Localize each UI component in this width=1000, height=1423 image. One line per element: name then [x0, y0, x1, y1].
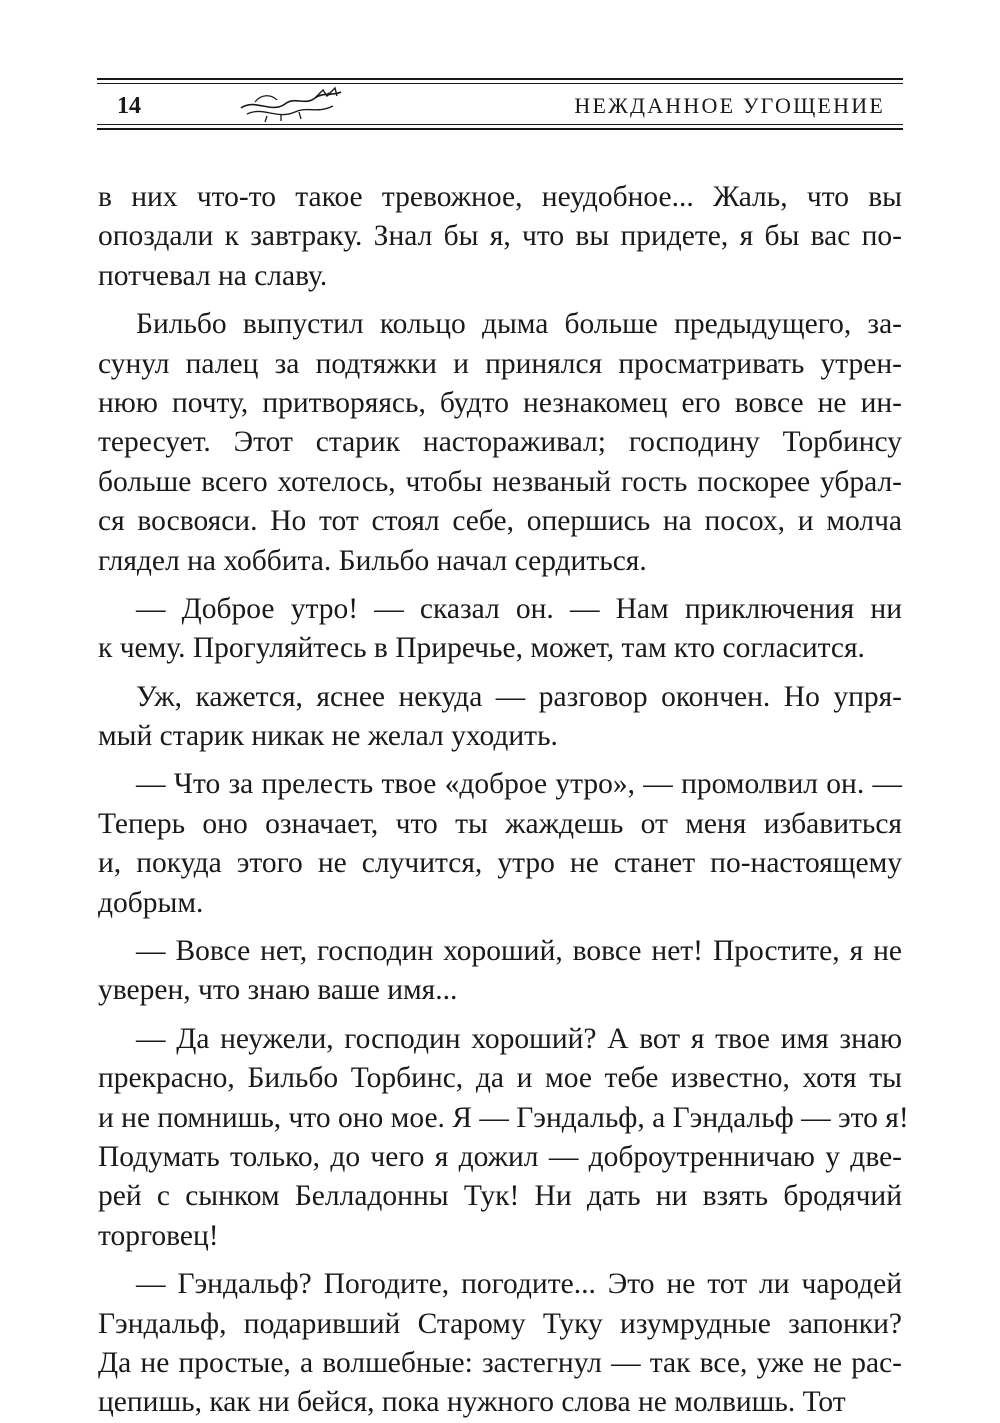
body-text	[98, 178, 909, 1423]
text-line: добрым.	[98, 886, 204, 919]
text-line: — Что за прелесть твое «доброе утро», — промолвил он. —	[136, 768, 902, 801]
text-line: опоздали к завтраку. Знал бы я, что вы придете, я бы вас по-	[98, 220, 902, 253]
running-title: НЕЖДАННОЕ УГОЩЕНИЕ	[574, 93, 885, 118]
header-rule-bottom-thin	[97, 124, 903, 125]
text-line: Гэндальф, подаривший Старому Туку изумрудные запонки?	[98, 1307, 902, 1340]
text-line: уверен, что знаю ваше имя...	[98, 974, 458, 1007]
dragon-ornament-icon	[237, 84, 347, 124]
text-line: Подумать только, до чего я дожил — доброутренничаю у две-	[98, 1140, 902, 1173]
header-rule-top-thin	[97, 83, 903, 84]
paragraph	[98, 178, 902, 296]
paragraph	[98, 1020, 909, 1256]
header-rule-top	[97, 78, 903, 80]
text-line: — Гэндальф? Погодите, погодите... Это не тот ли чародей	[136, 1268, 902, 1301]
text-line: мый старик никак не желал уходить.	[98, 720, 558, 753]
text-line: и, покуда этого не случится, утро не станет по-настоящему	[98, 847, 902, 880]
text-line: Бильбо выпустил кольцо дыма больше предыдущего, за-	[136, 308, 902, 341]
paragraph	[98, 678, 902, 757]
text-line: в них что-то такое тревожное, неудобное... Жаль, что вы	[98, 181, 902, 213]
text-line: Да не простые, а волшебные: застегнул — так все, уже не рас-	[98, 1346, 902, 1379]
text-line: Теперь оно означает, что ты жаждешь от меня избавиться	[98, 807, 902, 840]
text-line: — Доброе утро! — сказал он. — Нам приключения ни	[136, 592, 902, 625]
text-line: — Да неужели, господин хороший? А вот я твое имя знаю	[136, 1022, 902, 1055]
paragraph	[98, 305, 902, 581]
header-rule-bottom	[97, 128, 903, 130]
text-line: ся восвояси. Но тот стоял себе, опершись на посох, и молча	[98, 505, 902, 538]
paragraph	[98, 932, 902, 1011]
running-header	[97, 78, 903, 134]
text-line: тересует. Этот старик настораживал; господину Торбинсу	[98, 426, 902, 459]
text-line: и не помнишь, что оно мое. Я — Гэндальф, а Гэндальф — это я!	[98, 1101, 909, 1134]
text-line: потчевал на славу.	[98, 259, 328, 292]
text-line: Уж, кажется, яснее некуда — разговор окончен. Но упря-	[136, 680, 902, 713]
text-line: — Вовсе нет, господин хороший, вовсе нет! Простите, я не	[136, 935, 902, 968]
paragraph	[98, 1265, 902, 1423]
text-line: прекрасно, Бильбо Торбинс, да и мое тебе известно, хотя ты	[98, 1062, 902, 1095]
text-line: глядел на хоббита. Бильбо начал сердиться.	[98, 544, 647, 577]
text-line: больше всего хотелось, чтобы незваный гость поскорее убрал-	[98, 465, 902, 498]
text-line: сунул палец за подтяжки и принялся просматривать утрен-	[98, 347, 902, 380]
text-line: к чему. Прогуляйтесь в Приречье, может, там кто согласится.	[98, 632, 865, 665]
text-line: рей с сынком Белладонны Тук! Ни дать ни взять бродячий	[98, 1180, 902, 1213]
paragraph	[98, 765, 902, 923]
paragraph	[98, 590, 902, 669]
text-line: цепишь, как ни бейся, пока нужного слова не молвишь. Тот	[98, 1386, 846, 1419]
text-line: торговец!	[98, 1219, 219, 1252]
text-line: нюю почту, притворяясь, будто незнакомец его вовсе не ин-	[98, 386, 902, 419]
page-number: 14	[117, 93, 141, 119]
